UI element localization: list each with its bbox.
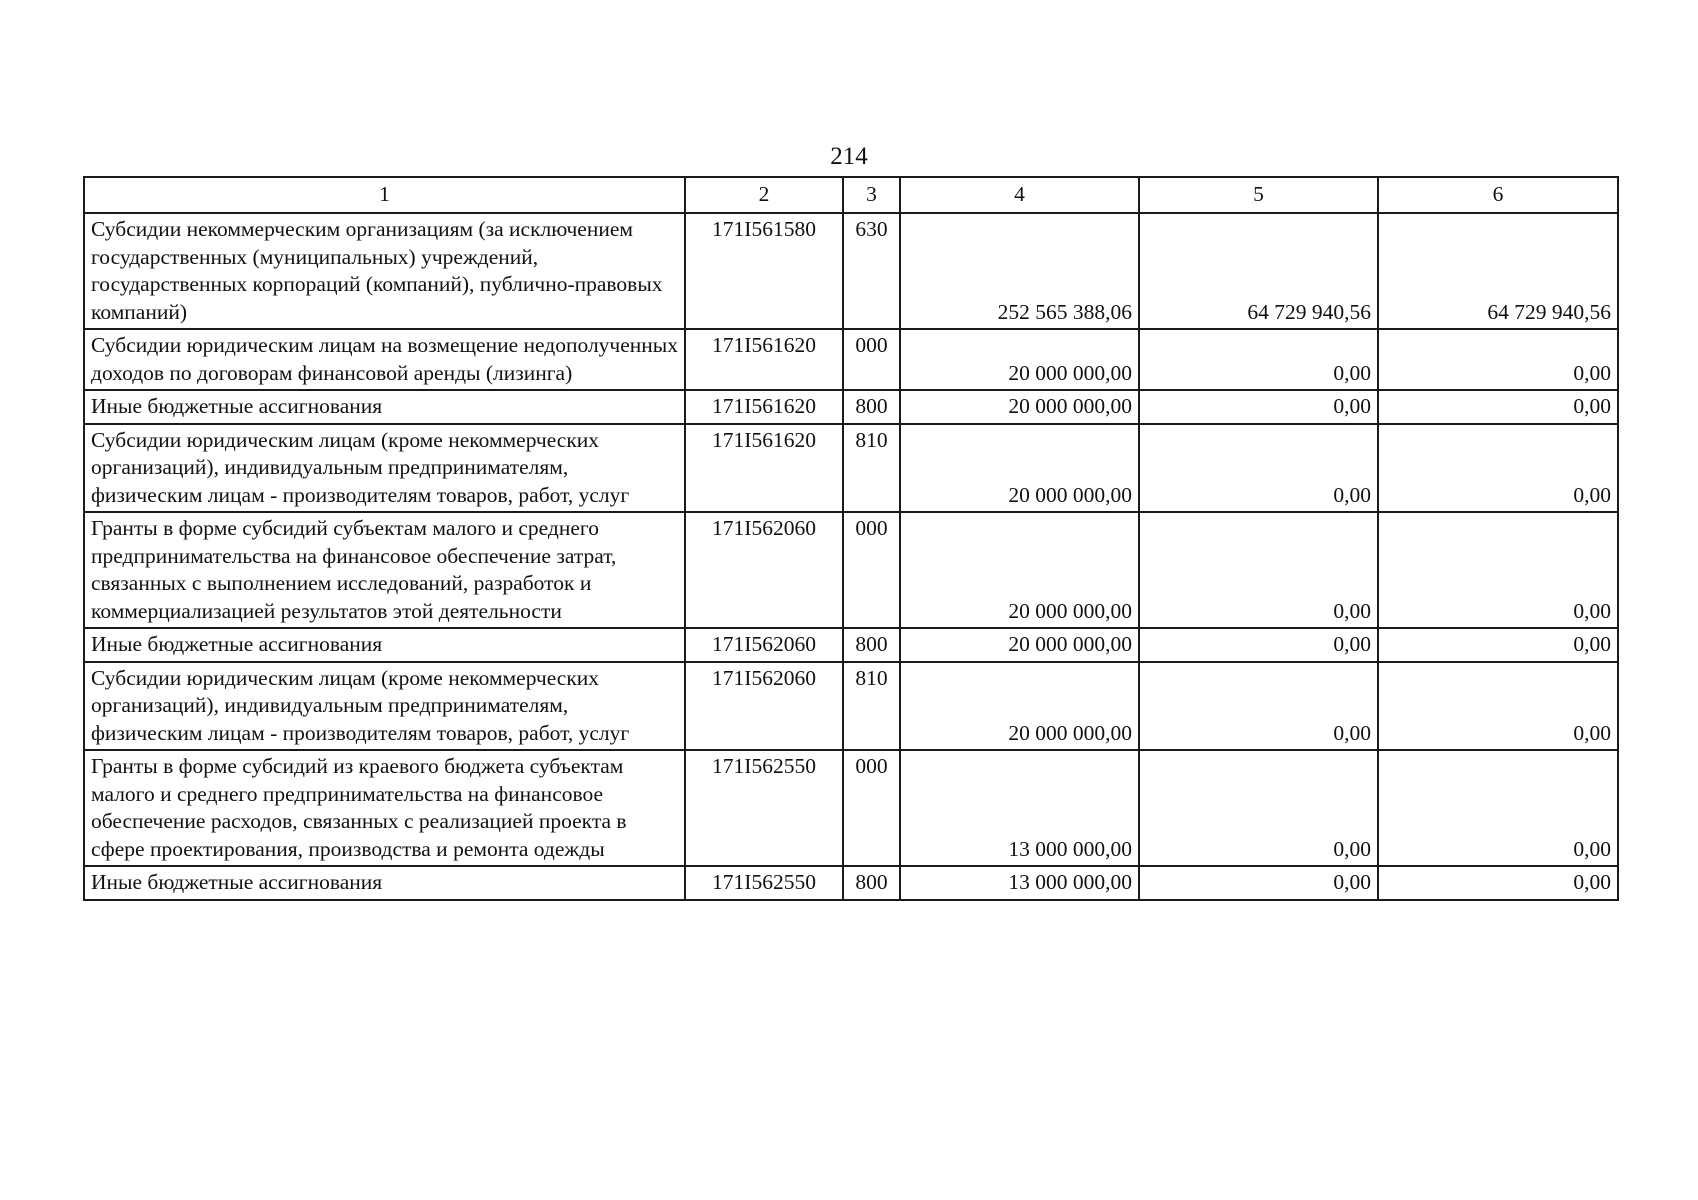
amount-col-6: 0,00 (1378, 424, 1618, 513)
expense-type-code: 810 (843, 424, 900, 513)
amount-col-6: 64 729 940,56 (1378, 213, 1618, 329)
expense-type-code: 000 (843, 750, 900, 866)
target-article-code: 171I561620 (685, 424, 843, 513)
amount-col-4: 20 000 000,00 (900, 512, 1139, 628)
expense-type-code: 810 (843, 662, 900, 751)
expense-type-code: 800 (843, 390, 900, 424)
amount-col-6: 0,00 (1378, 662, 1618, 751)
amount-col-4: 20 000 000,00 (900, 424, 1139, 513)
amount-col-4: 13 000 000,00 (900, 866, 1139, 900)
amount-col-6: 0,00 (1378, 750, 1618, 866)
expense-type-code: 800 (843, 866, 900, 900)
amount-col-6: 0,00 (1378, 866, 1618, 900)
column-header-6: 6 (1378, 177, 1618, 213)
row-description: Субсидии некоммерческим организациям (за исключением государственных (муниципальных) учреждений, государственных корпораций (компаний), публично-правовых компаний) (84, 213, 685, 329)
target-article-code: 171I562060 (685, 628, 843, 662)
column-header-4: 4 (900, 177, 1139, 213)
table-row (84, 628, 1618, 662)
expense-type-code: 630 (843, 213, 900, 329)
table-row (84, 424, 1618, 513)
amount-col-4: 20 000 000,00 (900, 662, 1139, 751)
row-description: Гранты в форме субсидий из краевого бюджета субъектам малого и среднего предпринимательства на финансовое обеспечение расходов, связанных с реализацией проекта в сфере проектирования, производства и ремонта одежды (84, 750, 685, 866)
row-description: Субсидии юридическим лицам (кроме некоммерческих организаций), индивидуальным предпринимателям, физическим лицам - производителям товаров, работ, услуг (84, 424, 685, 513)
amount-col-6: 0,00 (1378, 390, 1618, 424)
table-row (84, 512, 1618, 628)
row-description: Иные бюджетные ассигнования (84, 628, 685, 662)
expense-type-code: 000 (843, 329, 900, 390)
row-description: Иные бюджетные ассигнования (84, 390, 685, 424)
amount-col-6: 0,00 (1378, 329, 1618, 390)
amount-col-5: 0,00 (1139, 424, 1378, 513)
table-row (84, 390, 1618, 424)
table-row (84, 866, 1618, 900)
row-description: Субсидии юридическим лицам (кроме некоммерческих организаций), индивидуальным предпринимателям, физическим лицам - производителям товаров, работ, услуг (84, 662, 685, 751)
table-row (84, 213, 1618, 329)
column-header-1: 1 (84, 177, 685, 213)
amount-col-4: 13 000 000,00 (900, 750, 1139, 866)
table-row (84, 662, 1618, 751)
header-row (84, 177, 1618, 213)
amount-col-4: 20 000 000,00 (900, 628, 1139, 662)
amount-col-5: 0,00 (1139, 329, 1378, 390)
amount-col-5: 0,00 (1139, 390, 1378, 424)
amount-col-5: 64 729 940,56 (1139, 213, 1378, 329)
amount-col-5: 0,00 (1139, 750, 1378, 866)
target-article-code: 171I561620 (685, 390, 843, 424)
expense-type-code: 000 (843, 512, 900, 628)
amount-col-6: 0,00 (1378, 512, 1618, 628)
amount-col-5: 0,00 (1139, 512, 1378, 628)
target-article-code: 171I561620 (685, 329, 843, 390)
budget-table (83, 176, 1619, 901)
amount-col-5: 0,00 (1139, 628, 1378, 662)
target-article-code: 171I562550 (685, 750, 843, 866)
page-number: 214 (830, 143, 868, 170)
row-description: Иные бюджетные ассигнования (84, 866, 685, 900)
row-description: Гранты в форме субсидий субъектам малого и среднего предпринимательства на финансовое обеспечение затрат, связанных с выполнением исследований, разработок и коммерциализацией результатов этой деятельности (84, 512, 685, 628)
target-article-code: 171I561580 (685, 213, 843, 329)
amount-col-4: 20 000 000,00 (900, 329, 1139, 390)
amount-col-5: 0,00 (1139, 866, 1378, 900)
column-header-3: 3 (843, 177, 900, 213)
amount-col-4: 20 000 000,00 (900, 390, 1139, 424)
row-description: Субсидии юридическим лицам на возмещение недополученных доходов по договорам финансовой аренды (лизинга) (84, 329, 685, 390)
amount-col-6: 0,00 (1378, 628, 1618, 662)
target-article-code: 171I562060 (685, 662, 843, 751)
table-row (84, 329, 1618, 390)
column-header-2: 2 (685, 177, 843, 213)
amount-col-4: 252 565 388,06 (900, 213, 1139, 329)
table-row (84, 750, 1618, 866)
target-article-code: 171I562550 (685, 866, 843, 900)
target-article-code: 171I562060 (685, 512, 843, 628)
expense-type-code: 800 (843, 628, 900, 662)
amount-col-5: 0,00 (1139, 662, 1378, 751)
column-header-5: 5 (1139, 177, 1378, 213)
